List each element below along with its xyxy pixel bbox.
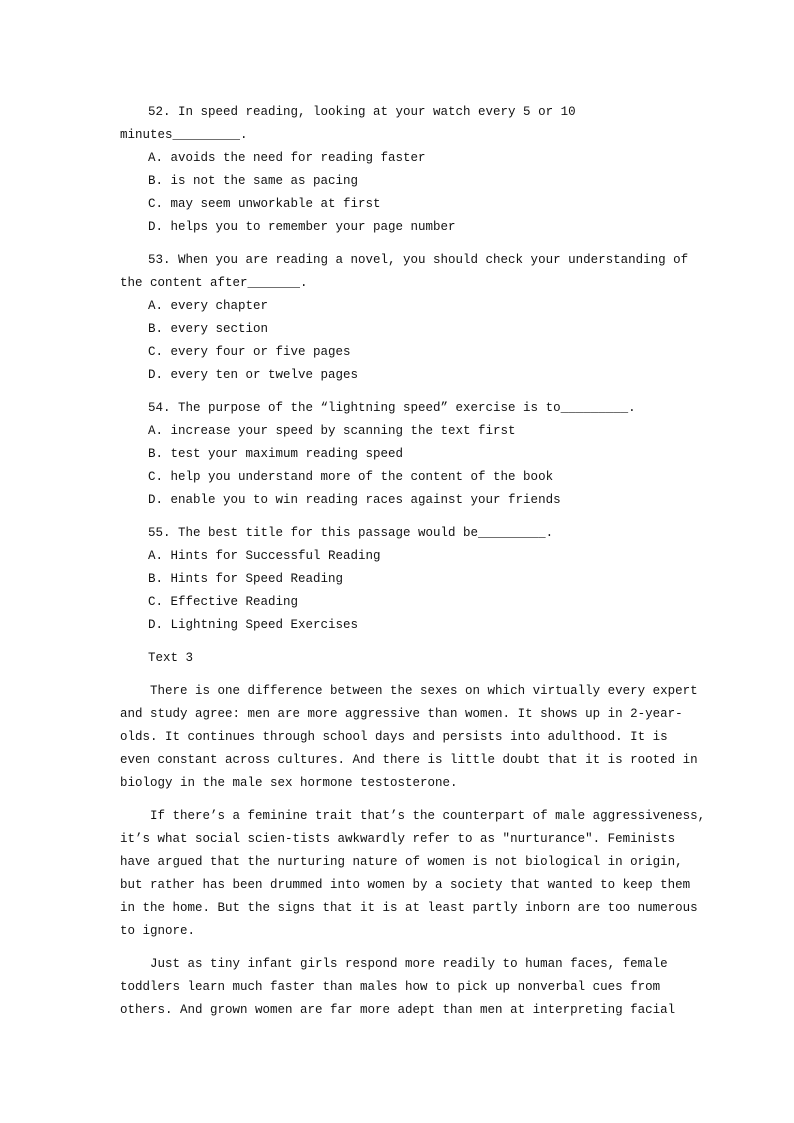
paragraph-line: and study agree: men are more aggressive than women. It shows up in 2-year- xyxy=(120,707,683,721)
question-stem: 53. When you are reading a novel, you should check your understanding of xyxy=(148,253,689,267)
paragraph-line: even constant across cultures. And there is little doubt that it is rooted in xyxy=(120,753,698,767)
option-c: C. may seem unworkable at first xyxy=(148,197,381,211)
paragraph-line: If there’s a feminine trait that’s the counterpart of male aggressiveness, xyxy=(120,809,706,823)
question-stem-continued: the content after_______. xyxy=(120,276,308,290)
paragraph-line: biology in the male sex hormone testosterone. xyxy=(120,776,458,790)
paragraph-line: it’s what social scien-tists awkwardly refer to as ″nurturance″. Feminists xyxy=(120,832,676,846)
option-c: C. every four or five pages xyxy=(148,345,351,359)
paragraph-line: to ignore. xyxy=(120,924,196,938)
option-b: B. is not the same as pacing xyxy=(148,174,359,188)
option-c: C. Effective Reading xyxy=(148,595,299,609)
section-heading: Text 3 xyxy=(148,651,194,665)
option-a: A. every chapter xyxy=(148,299,269,313)
option-c: C. help you understand more of the content of the book xyxy=(148,470,554,484)
option-d: D. Lightning Speed Exercises xyxy=(148,618,359,632)
option-d: D. helps you to remember your page number xyxy=(148,220,456,234)
question-stem: 55. The best title for this passage would be_________. xyxy=(148,526,554,540)
paragraph-line: toddlers learn much faster than males how to pick up nonverbal cues from xyxy=(120,980,661,994)
option-b: B. test your maximum reading speed xyxy=(148,447,404,461)
option-b: B. every section xyxy=(148,322,269,336)
option-d: D. enable you to win reading races against your friends xyxy=(148,493,561,507)
paragraph-line: others. And grown women are far more adept than men at interpreting facial xyxy=(120,1003,676,1017)
paragraph-line: olds. It continues through school days and persists into adulthood. It is xyxy=(120,730,668,744)
option-a: A. increase your speed by scanning the text first xyxy=(148,424,516,438)
paragraph-line: have argued that the nurturing nature of women is not biological in origin, xyxy=(120,855,683,869)
question-stem: 52. In speed reading, looking at your watch every 5 or 10 xyxy=(148,105,576,119)
paragraph-line: Just as tiny infant girls respond more readily to human faces, female xyxy=(120,957,668,971)
option-d: D. every ten or twelve pages xyxy=(148,368,359,382)
question-stem: 54. The purpose of the “lightning speed” exercise is to_________. xyxy=(148,401,636,415)
paragraph-line: There is one difference between the sexes on which virtually every expert xyxy=(120,684,698,698)
option-a: A. Hints for Successful Reading xyxy=(148,549,381,563)
option-b: B. Hints for Speed Reading xyxy=(148,572,344,586)
paragraph-line: in the home. But the signs that it is at least partly inborn are too numerous xyxy=(120,901,698,915)
question-stem-continued: minutes_________. xyxy=(120,128,248,142)
paragraph-line: but rather has been drummed into women by a society that wanted to keep them xyxy=(120,878,691,892)
option-a: A. avoids the need for reading faster xyxy=(148,151,426,165)
